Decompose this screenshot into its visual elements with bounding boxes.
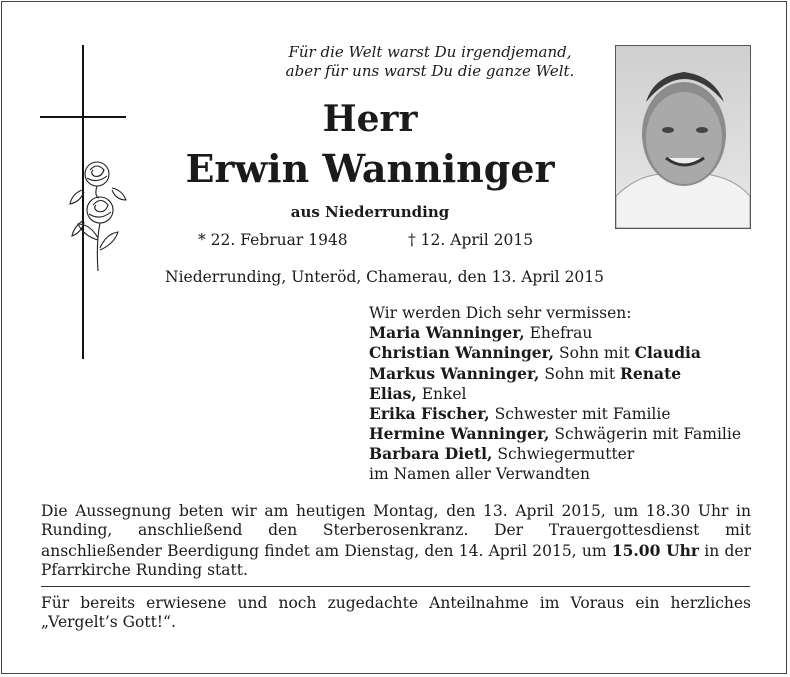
list-item: Markus Wanninger, Sohn mit Renate: [369, 363, 682, 383]
list-item: Hermine Wanninger, Schwägerin mit Familie: [369, 424, 742, 444]
death-date: † 12. April 2015: [408, 231, 534, 249]
birth-date: * 22. Februar 1948: [198, 231, 348, 249]
list-item: Christian Wanninger, Sohn mit Claudia: [369, 343, 701, 363]
thanks-paragraph: Für bereits erwiesene und noch zugedachte Anteilnahme im Voraus ein herzliches „Vergelt’s Gott!“.: [41, 594, 751, 632]
motto-line-2: aber für uns warst Du die ganze Welt.: [285, 62, 575, 80]
place-date: Niederrunding, Unteröd, Chamerau, den 13. April 2015: [165, 268, 605, 286]
portrait-photo: [615, 45, 751, 229]
deceased-name: Erwin Wanninger: [185, 146, 555, 191]
list-item: Erika Fischer, Schwester mit Familie: [369, 404, 671, 424]
list-item: Maria Wanninger, Ehefrau: [369, 323, 593, 343]
funeral-paragraph: Die Aussegnung beten wir am heutigen Montag, den 13. April 2015, um 18.30 Uhr in Runding, anschließend den Sterberosenkranz. Der Trauergottesdienst mit anschließender Beerdigung findet am Dienstag, den 14. April 2015, um 15.00 Uhr in der Pfarrkirche Runding statt.: [41, 502, 751, 580]
mourner-closing: im Namen aller Verwandten: [369, 464, 590, 483]
salutation: Herr: [322, 98, 418, 140]
origin: aus Niederrunding: [290, 203, 450, 221]
rose-icon: [60, 150, 130, 280]
motto-line-1: Für die Welt warst Du irgendjemand,: [288, 43, 572, 61]
divider: [41, 586, 750, 587]
list-item: Barbara Dietl, Schwiegermutter: [369, 444, 635, 464]
mourner-intro: Wir werden Dich sehr vermissen:: [369, 304, 632, 322]
list-item: Elias, Enkel: [369, 383, 467, 403]
mourner-list: [369, 304, 741, 484]
